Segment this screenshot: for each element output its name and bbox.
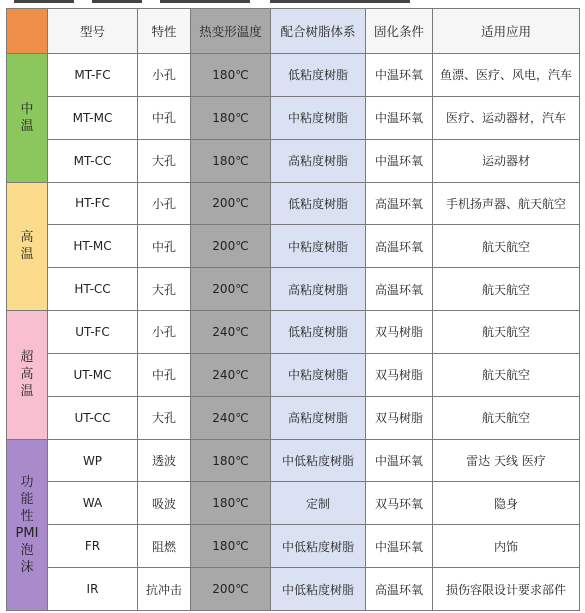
application-cell: 隐身: [433, 482, 580, 525]
group-label-cell: [7, 182, 48, 311]
table-row: [7, 225, 580, 268]
heat-deflection-temp-cell: 200℃: [191, 225, 271, 268]
resin-system-cell: 中低粘度树脂: [271, 568, 366, 611]
cure-condition-cell: 高温环氧: [366, 568, 433, 611]
table-row: [7, 96, 580, 139]
table-row: [7, 54, 580, 97]
group-label-line: 超: [20, 350, 34, 366]
model-cell: WP: [48, 439, 138, 482]
application-cell: 内饰: [433, 525, 580, 568]
model-cell: HT-MC: [48, 225, 138, 268]
table-body: [7, 54, 580, 611]
corner-cell: [7, 9, 48, 54]
resin-system-cell: 高粘度树脂: [271, 396, 366, 439]
column-header-application: 适用应用: [433, 9, 580, 54]
cure-condition-cell: 高温环氧: [366, 268, 433, 311]
table-row: [7, 396, 580, 439]
header-row: [7, 9, 580, 54]
cure-condition-cell: 双马环氧: [366, 482, 433, 525]
application-cell: 航天航空: [433, 225, 580, 268]
heat-deflection-temp-cell: 240℃: [191, 311, 271, 354]
resin-system-cell: 中低粘度树脂: [271, 525, 366, 568]
group-label-line: 温: [20, 247, 34, 263]
heat-deflection-temp-cell: 180℃: [191, 439, 271, 482]
application-cell: 医疗、运动器材，汽车: [433, 96, 580, 139]
pmi-foam-spec-table-wrapper: [6, 8, 579, 611]
heat-deflection-temp-cell: 200℃: [191, 182, 271, 225]
group-label-cell: [7, 311, 48, 440]
heat-deflection-temp-cell: 180℃: [191, 525, 271, 568]
resin-system-cell: 中粘度树脂: [271, 225, 366, 268]
resin-system-cell: 低粘度树脂: [271, 182, 366, 225]
feature-cell: 大孔: [138, 396, 191, 439]
feature-cell: 吸波: [138, 482, 191, 525]
cure-condition-cell: 高温环氧: [366, 225, 433, 268]
column-header-resin-system: 配合树脂体系: [271, 9, 366, 54]
resin-system-cell: 中粘度树脂: [271, 96, 366, 139]
heat-deflection-temp-cell: 180℃: [191, 54, 271, 97]
application-cell: 航天航空: [433, 311, 580, 354]
feature-cell: 大孔: [138, 139, 191, 182]
cropped-caption-strip: [0, 0, 585, 8]
model-cell: MT-MC: [48, 96, 138, 139]
model-cell: HT-FC: [48, 182, 138, 225]
cure-condition-cell: 中温环氧: [366, 54, 433, 97]
cure-condition-cell: 双马树脂: [366, 311, 433, 354]
table-row: [7, 482, 580, 525]
table-row: [7, 268, 580, 311]
application-cell: 损伤容限设计要求部件: [433, 568, 580, 611]
group-label-cell: [7, 54, 48, 183]
heat-deflection-temp-cell: 200℃: [191, 568, 271, 611]
resin-system-cell: 中低粘度树脂: [271, 439, 366, 482]
feature-cell: 中孔: [138, 225, 191, 268]
feature-cell: 小孔: [138, 182, 191, 225]
column-header-feature: 特性: [138, 9, 191, 54]
resin-system-cell: 低粘度树脂: [271, 311, 366, 354]
cure-condition-cell: 中温环氧: [366, 439, 433, 482]
cure-condition-cell: 中温环氧: [366, 139, 433, 182]
cure-condition-cell: 双马树脂: [366, 353, 433, 396]
application-cell: 航天航空: [433, 268, 580, 311]
pmi-foam-spec-table: [6, 8, 580, 611]
feature-cell: 中孔: [138, 96, 191, 139]
group-label-cell: [7, 439, 48, 610]
application-cell: 运动器材: [433, 139, 580, 182]
cure-condition-cell: 高温环氧: [366, 182, 433, 225]
table-row: [7, 439, 580, 482]
application-cell: 手机扬声器、航天航空: [433, 182, 580, 225]
table-row: [7, 353, 580, 396]
column-header-cure-condition: 固化条件: [366, 9, 433, 54]
feature-cell: 抗冲击: [138, 568, 191, 611]
group-label-line: 高: [20, 367, 34, 383]
cure-condition-cell: 中温环氧: [366, 96, 433, 139]
resin-system-cell: 定制: [271, 482, 366, 525]
group-label-line: 高: [20, 230, 34, 246]
group-label-line: 温: [20, 118, 34, 134]
application-cell: 航天航空: [433, 353, 580, 396]
table-row: [7, 182, 580, 225]
application-cell: 鱼漂、医疗、风电，汽车: [433, 54, 580, 97]
group-label-line: 中: [20, 101, 34, 117]
cure-condition-cell: 中温环氧: [366, 525, 433, 568]
model-cell: FR: [48, 525, 138, 568]
model-cell: WA: [48, 482, 138, 525]
heat-deflection-temp-cell: 180℃: [191, 139, 271, 182]
group-label-line: 泡: [20, 542, 34, 558]
model-cell: UT-CC: [48, 396, 138, 439]
feature-cell: 大孔: [138, 268, 191, 311]
application-cell: 雷达 天线 医疗: [433, 439, 580, 482]
feature-cell: 中孔: [138, 353, 191, 396]
model-cell: UT-FC: [48, 311, 138, 354]
heat-deflection-temp-cell: 180℃: [191, 96, 271, 139]
group-label-line: 沫: [20, 559, 34, 575]
table-row: [7, 139, 580, 182]
heat-deflection-temp-cell: 240℃: [191, 396, 271, 439]
heat-deflection-temp-cell: 240℃: [191, 353, 271, 396]
group-label-line: 温: [20, 384, 34, 400]
application-cell: 航天航空: [433, 396, 580, 439]
resin-system-cell: 低粘度树脂: [271, 54, 366, 97]
feature-cell: 透波: [138, 439, 191, 482]
resin-system-cell: 中粘度树脂: [271, 353, 366, 396]
cure-condition-cell: 双马树脂: [366, 396, 433, 439]
table-row: [7, 525, 580, 568]
model-cell: HT-CC: [48, 268, 138, 311]
resin-system-cell: 高粘度树脂: [271, 139, 366, 182]
heat-deflection-temp-cell: 200℃: [191, 268, 271, 311]
resin-system-cell: 高粘度树脂: [271, 268, 366, 311]
model-cell: IR: [48, 568, 138, 611]
table-row: [7, 568, 580, 611]
model-cell: MT-CC: [48, 139, 138, 182]
group-label-line: 性: [20, 508, 34, 524]
column-header-model: 型号: [48, 9, 138, 54]
model-cell: MT-FC: [48, 54, 138, 97]
column-header-heat-deflection-temp: 热变形温度: [191, 9, 271, 54]
feature-cell: 小孔: [138, 311, 191, 354]
group-label-line: 能: [20, 491, 34, 507]
table-row: [7, 311, 580, 354]
feature-cell: 阻燃: [138, 525, 191, 568]
feature-cell: 小孔: [138, 54, 191, 97]
model-cell: UT-MC: [48, 353, 138, 396]
group-label-line: PMI: [15, 525, 39, 541]
heat-deflection-temp-cell: 180℃: [191, 482, 271, 525]
group-label-line: 功: [20, 474, 34, 490]
